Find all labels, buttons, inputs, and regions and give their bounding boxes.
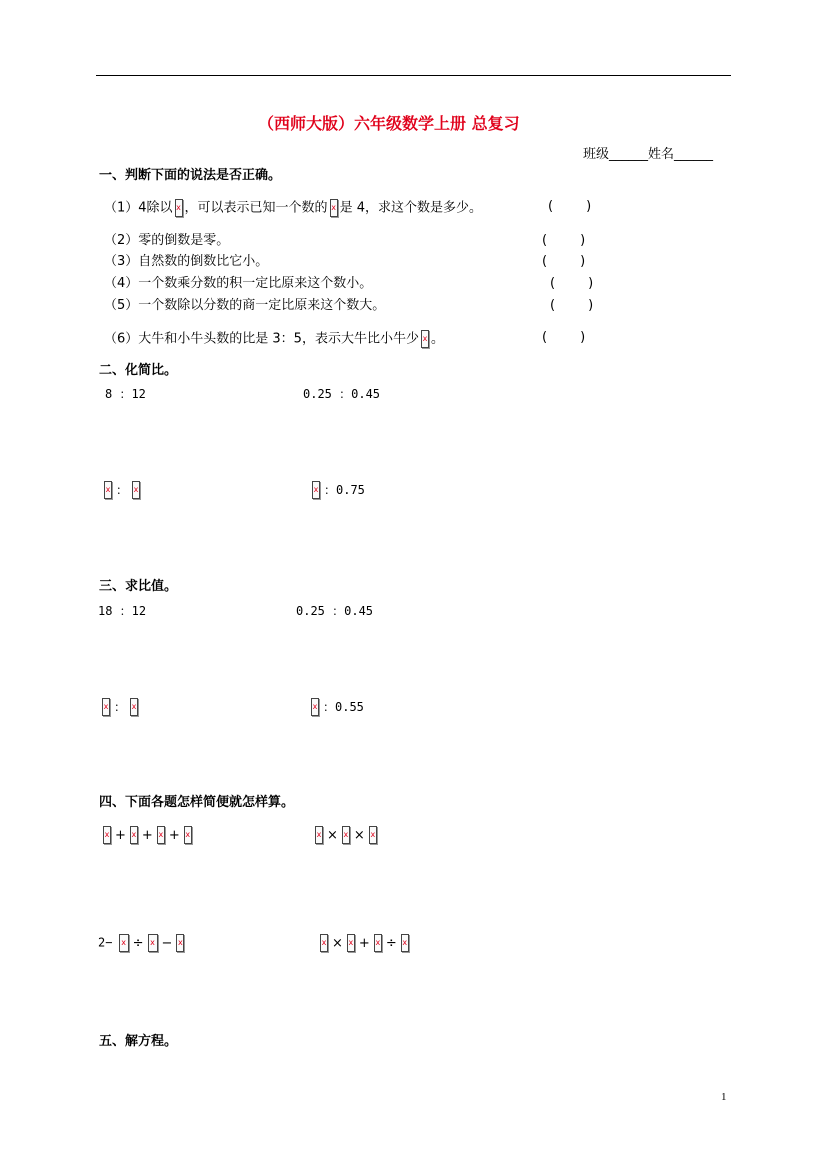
header-rule	[96, 75, 731, 76]
question-1-part-b: ，可以表示已知一个数的	[184, 200, 328, 216]
question-1-part-a: （1）4除以	[104, 200, 173, 216]
divide-symbol: ÷	[132, 935, 144, 951]
fraction-image-icon: x	[315, 826, 323, 844]
fraction-image-icon: x	[175, 199, 183, 217]
ratio-tail: ：0.75	[324, 482, 365, 497]
fraction-image-icon: x	[148, 934, 158, 952]
ratio-expression-4	[310, 481, 367, 499]
fraction-image-icon: x	[330, 199, 338, 217]
answer-paren-6: ( )	[542, 330, 586, 345]
answer-paren-4: ( )	[550, 276, 594, 291]
question-1	[104, 199, 482, 217]
question-5: （5）一个数除以分数的商一定比原来这个数大。	[104, 298, 386, 313]
question-2: （2）零的倒数是零。	[104, 233, 230, 248]
section-5-heading: 五、解方程。	[99, 1034, 178, 1049]
answer-paren-1: ( )	[548, 199, 592, 214]
minus-symbol: −	[161, 935, 173, 951]
calc-expression-1	[101, 826, 194, 844]
section-4-heading: 四、下面各题怎样简便就怎样算。	[99, 795, 295, 810]
fraction-image-icon: x	[176, 934, 184, 952]
ratio-expression-2: 0.25 ：0.45	[303, 387, 381, 401]
fraction-image-icon: x	[130, 826, 138, 844]
section-2-heading: 二、化简比。	[99, 363, 178, 378]
question-3: （3）自然数的倒数比它小。	[104, 254, 269, 269]
fraction-image-icon: x	[374, 934, 382, 952]
fraction-image-icon: x	[312, 481, 320, 499]
fraction-image-icon: x	[102, 698, 110, 716]
question-6-part-a: （6）大牛和小牛头数的比是 3：5，表示大牛比小牛少	[104, 331, 419, 347]
fraction-image-icon: x	[369, 826, 377, 844]
colon-symbol: ：	[116, 482, 129, 497]
value-expression-2: 0.25 ：0.45	[296, 604, 374, 618]
plus-symbol: +	[168, 827, 180, 843]
answer-paren-5: ( )	[550, 298, 594, 313]
fraction-image-icon: x	[184, 826, 192, 844]
answer-paren-2: ( )	[542, 233, 586, 248]
times-symbol: ×	[332, 935, 343, 951]
page-number: 1	[721, 1091, 727, 1103]
fraction-image-icon: x	[320, 934, 328, 952]
section-1-heading: 一、判断下面的说法是否正确。	[99, 168, 282, 183]
fraction-image-icon: x	[103, 826, 111, 844]
calc-expression-3	[98, 934, 186, 952]
section-3-heading: 三、求比值。	[99, 579, 178, 594]
fraction-image-icon: x	[157, 826, 165, 844]
fraction-image-icon: x	[130, 698, 138, 716]
value-expression-1: 18 ：12	[98, 604, 147, 618]
divide-symbol: ÷	[385, 935, 397, 951]
fraction-image-icon: x	[342, 826, 350, 844]
fraction-image-icon: x	[421, 330, 429, 348]
page-title: （西师大版）六年级数学上册 总复习	[258, 114, 520, 133]
class-name-line: 班级______姓名______	[583, 147, 714, 162]
plus-symbol: +	[141, 827, 153, 843]
plus-symbol: +	[358, 935, 370, 951]
question-6-part-b: 。	[430, 331, 444, 347]
fraction-image-icon: x	[104, 481, 112, 499]
fraction-image-icon: x	[347, 934, 355, 952]
ratio-tail: ：0.55	[323, 699, 364, 714]
times-symbol: ×	[353, 827, 365, 843]
question-4: （4）一个数乘分数的积一定比原来这个数小。	[104, 276, 373, 291]
fraction-image-icon: x	[401, 934, 409, 952]
calc-expression-4	[318, 934, 411, 952]
two-minus: 2−	[98, 935, 113, 950]
question-1-part-c: 是 4，求这个数是多少。	[339, 200, 482, 216]
ratio-expression-1: 8 ：12	[105, 387, 146, 401]
value-expression-3	[100, 698, 140, 716]
plus-symbol: +	[115, 827, 126, 843]
fraction-image-icon: x	[119, 934, 129, 952]
value-expression-4	[309, 698, 366, 716]
fraction-image-icon: x	[311, 698, 319, 716]
calc-expression-2	[313, 826, 379, 844]
answer-paren-3: ( )	[542, 254, 586, 269]
fraction-image-icon: x	[132, 481, 140, 499]
ratio-expression-3	[102, 481, 142, 499]
colon-symbol: ：	[114, 699, 127, 714]
times-symbol: ×	[327, 827, 338, 843]
question-6	[104, 330, 444, 348]
